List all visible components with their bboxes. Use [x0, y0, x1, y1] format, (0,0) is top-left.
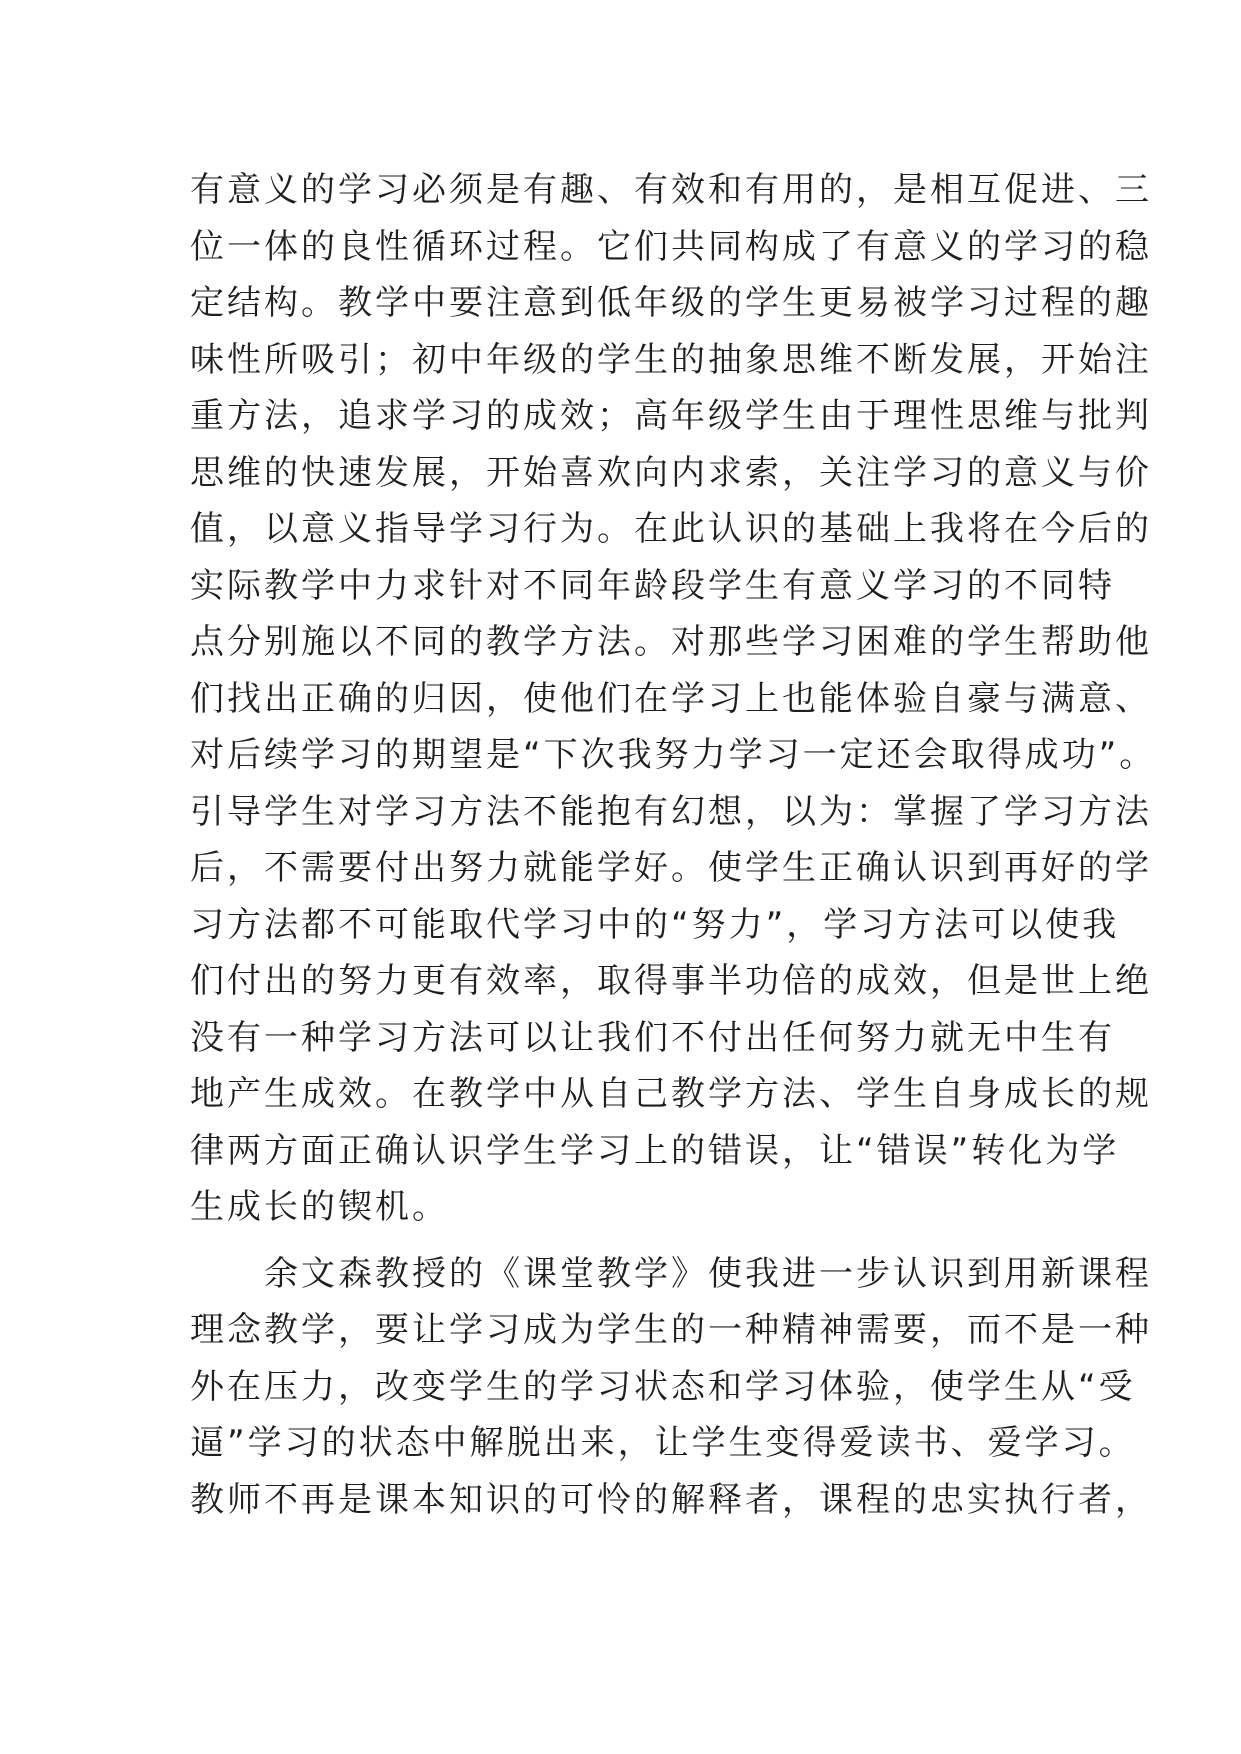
- paragraph-2: [190, 1246, 1152, 1529]
- text-line: 点分别施以不同的教学方法。对那些学习困难的学生帮助他: [190, 622, 1152, 662]
- text-line: 后，不需要付出努力就能学好。使学生正确认识到再好的学: [190, 848, 1152, 888]
- text-line: 实际教学中力求针对不同年龄段学生有意义学习的不同特: [190, 565, 1115, 606]
- text-line: 生成长的锲机。: [190, 1187, 449, 1227]
- paragraph-gap: [190, 1236, 1070, 1246]
- text-line: 教师不再是课本知识的可怜的解释者，课程的忠实执行者，: [190, 1479, 1152, 1520]
- text-line: 地产生成效。在教学中从自己教学方法、学生自身成长的规: [190, 1074, 1152, 1114]
- text-line: 定结构。教学中要注意到低年级的学生更易被学习过程的趣: [190, 283, 1152, 323]
- text-line: 味性所吸引；初中年级的学生的抽象思维不断发展，开始注: [190, 339, 1152, 380]
- text-line: 重方法，追求学习的成效；高年级学生由于理性思维与批判: [190, 396, 1152, 436]
- text-line: 律两方面正确认识学生学习上的错误，让“错误”转化为学: [190, 1130, 1120, 1171]
- paragraph-1: [190, 162, 1157, 1236]
- text-line: 习方法都不可能取代学习中的“努力”，学习方法可以使我: [190, 904, 1120, 945]
- text-line: 引导学生对学习方法不能抱有幻想，以为：掌握了学习方法: [190, 791, 1152, 832]
- text-line: 位一体的良性循环过程。它们共同构成了有意义的学习的稳: [190, 226, 1152, 267]
- text-line: 们找出正确的归因，使他们在学习上也能体验自豪与满意、: [190, 678, 1152, 719]
- text-line: 思维的快速发展，开始喜欢向内求索，关注学习的意义与价: [190, 452, 1152, 493]
- text-line: 外在压力，改变学生的学习状态和学习体验，使学生从“受: [190, 1366, 1136, 1407]
- body-text: [190, 162, 1157, 1528]
- text-line: 值，以意义指导学习行为。在此认识的基础上我将在今后的: [190, 509, 1152, 549]
- text-line: 没有一种学习方法可以让我们不付出任何努力就无中生有: [190, 1017, 1115, 1058]
- text-line: 逼”学习的状态中解脱出来，让学生变得爱读书、爱学习。: [190, 1423, 1136, 1463]
- text-line: 对后续学习的期望是“下次我努力学习一定还会取得成功”。: [190, 735, 1157, 775]
- text-line: 们付出的努力更有效率，取得事半功倍的成效，但是世上绝: [190, 961, 1152, 1001]
- text-line: 理念教学，要让学习成为学生的一种精神需要，而不是一种: [190, 1310, 1152, 1350]
- text-line: 余文森教授的《课堂教学》使我进一步认识到用新课程: [264, 1253, 1152, 1294]
- text-line: 有意义的学习必须是有趣、有效和有用的，是相互促进、三: [190, 170, 1152, 210]
